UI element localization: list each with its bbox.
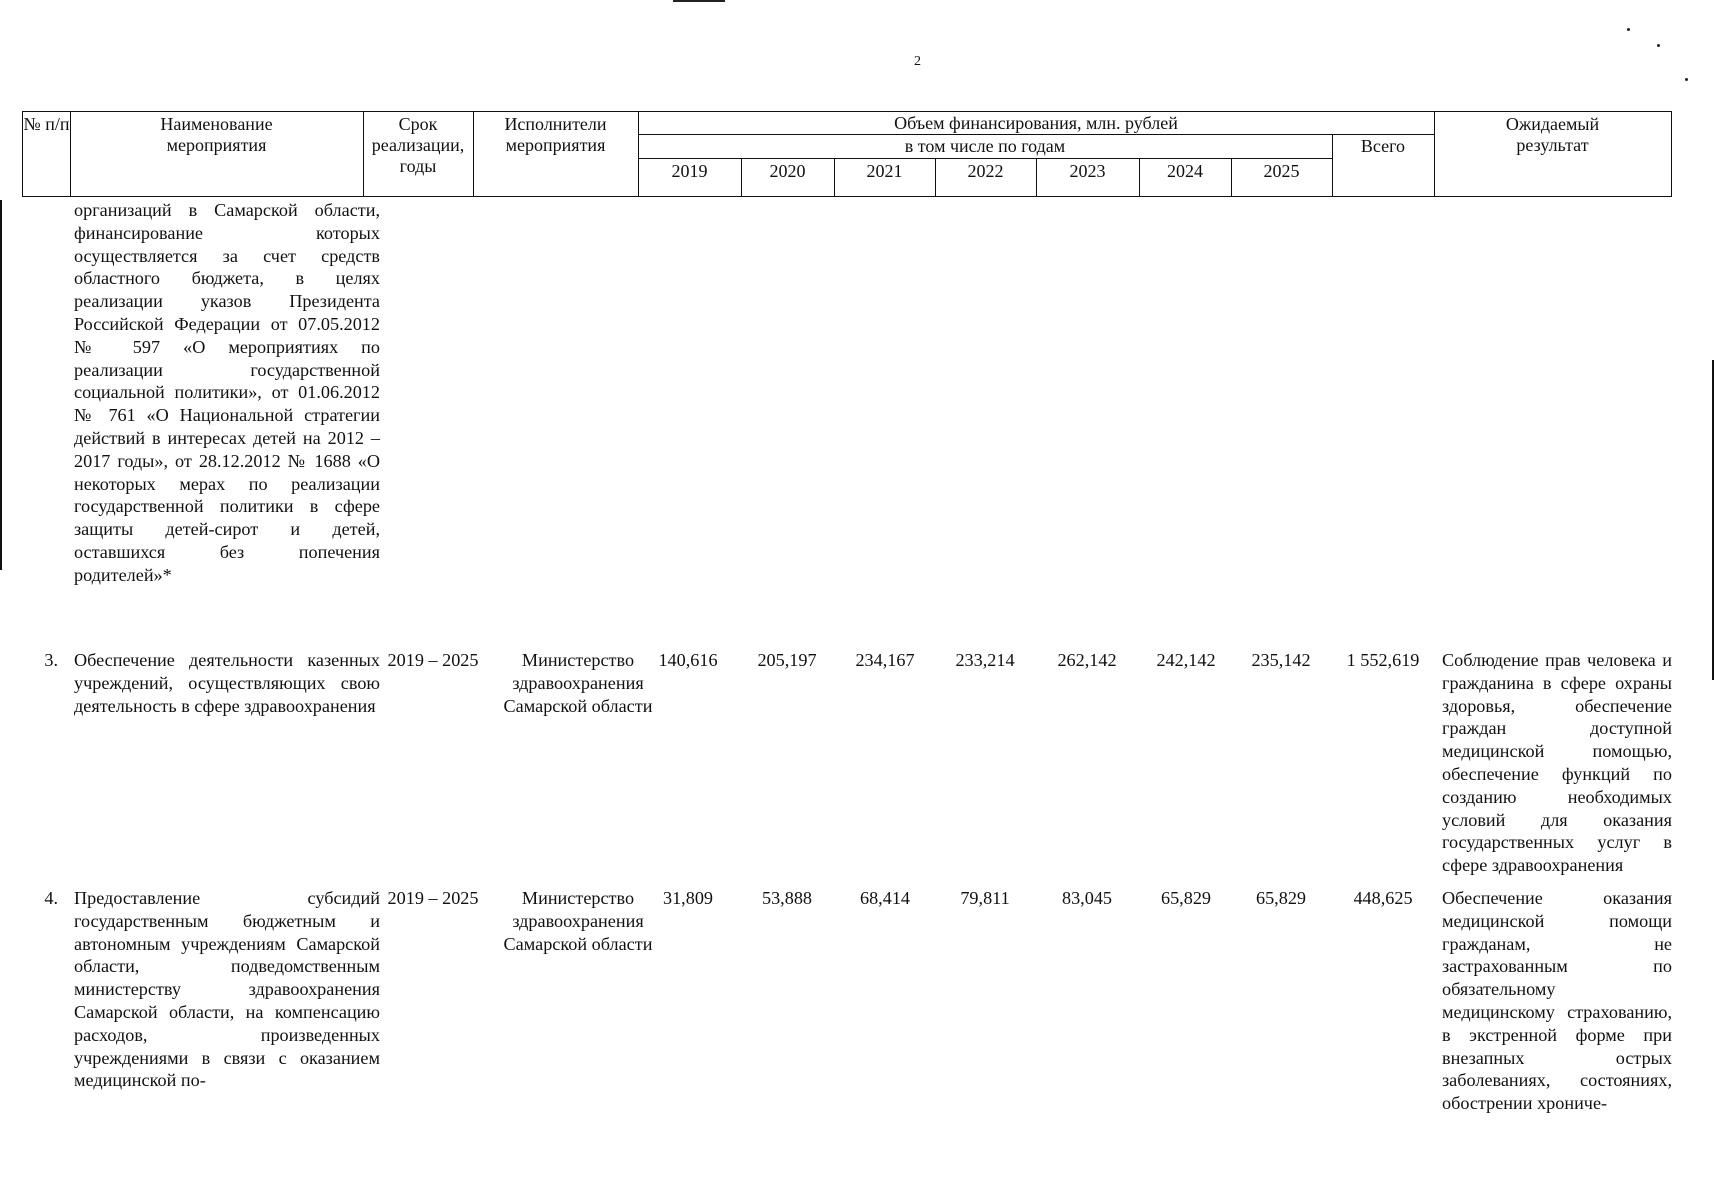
- scan-edge-left: [0, 200, 2, 570]
- value-2023: 83,045: [1061, 888, 1112, 908]
- value-2020: 53,888: [761, 888, 812, 908]
- expected-result: Обеспечение оказания медицинской помощи гражданам, не застрахованным по обязательному медицинскому страхованию, в экстренной форме при внезапных острых заболеваниях, состояниях, обострении хрониче-: [1442, 888, 1672, 1114]
- header-funding: Объем финансирования, млн. рублей: [894, 113, 1178, 133]
- value-2023: 262,142: [1057, 650, 1117, 670]
- header-year: 2022: [967, 161, 1004, 181]
- executor: Министерство здравоохранения Самарской области: [503, 888, 653, 954]
- term: 2019 – 2025: [387, 650, 479, 670]
- header-name: Наименование мероприятия: [160, 114, 273, 155]
- table-header: [22, 111, 1672, 197]
- value-2024: 242,142: [1156, 650, 1216, 670]
- header-year: 2021: [866, 161, 903, 181]
- value-2021: 68,414: [859, 888, 910, 908]
- continued-measure-name: организаций в Самарской области, финансирование которых осуществляется за счет средств областного бюджета, в целях реализации указов Президента Российской Федерации от 07.05.2012 № 597 «О мероприятиях по реализации государственной социальной политики», от 01.06.2012 № 761 «О Национальной стратегии действий в интересах детей на 2012 – 2017 годы», от 28.12.2012 № 1688 «О некоторых мерах по реализации государственной политики в сфере защиты детей-сирот и детей, оставшихся без попечения родителей»*: [74, 200, 380, 585]
- header-year: 2025: [1263, 161, 1300, 181]
- value-2021: 234,167: [855, 650, 915, 670]
- executor: Министерство здравоохранения Самарской области: [503, 650, 653, 716]
- scan-mark: [673, 0, 725, 2]
- header-result: Ожидаемый результат: [1505, 114, 1600, 155]
- value-2025: 235,142: [1251, 650, 1311, 670]
- scan-speck: [1685, 78, 1688, 81]
- scan-speck: [1657, 44, 1660, 47]
- header-term: Срок реализации, годы: [371, 114, 465, 176]
- value-2022: 79,811: [960, 888, 1010, 908]
- header-year: 2020: [769, 161, 806, 181]
- row-number: 4.: [44, 888, 58, 908]
- expected-result: Соблюдение прав человека и гражданина в сфере охраны здоровья, обеспечение граждан доступной медицинской помощью, обеспечение функций по созданию необходимых условий для оказания государственных услуг в сфере здравоохранения: [1442, 650, 1672, 876]
- page-number: 2: [914, 54, 921, 69]
- header-year: 2023: [1069, 161, 1106, 181]
- value-2022: 233,214: [955, 650, 1015, 670]
- header-number: № п/п: [23, 114, 70, 134]
- header-by-years: в том числе по годам: [904, 136, 1066, 156]
- value-2019: 140,616: [658, 650, 718, 670]
- header-executors: Исполнители мероприятия: [504, 114, 607, 155]
- value-2025: 65,829: [1255, 888, 1306, 908]
- header-year: 2024: [1167, 161, 1203, 181]
- header-year: 2019: [671, 161, 708, 181]
- value-2019: 31,809: [662, 888, 713, 908]
- value-total: 448,625: [1353, 888, 1413, 908]
- value-total: 1 552,619: [1346, 650, 1420, 670]
- value-2024: 65,829: [1160, 888, 1211, 908]
- scan-edge-right: [1712, 360, 1714, 680]
- header-total: Всего: [1360, 136, 1406, 156]
- value-2020: 205,197: [757, 650, 817, 670]
- scan-speck: [1627, 28, 1630, 31]
- measure-name: Предоставление субсидий государственным бюджетным и автономным учреждениям Самарской области, подведомственным министерству здравоохранения Самарской области, на компенсацию расходов, произведенных учреждениями в связи с оказанием медицинской по-: [74, 888, 380, 1091]
- measure-name: Обеспечение деятельности казенных учреждений, осуществляющих свою деятельность в сфере здравоохранения: [74, 650, 380, 716]
- term: 2019 – 2025: [387, 888, 479, 908]
- row-number: 3.: [44, 650, 58, 670]
